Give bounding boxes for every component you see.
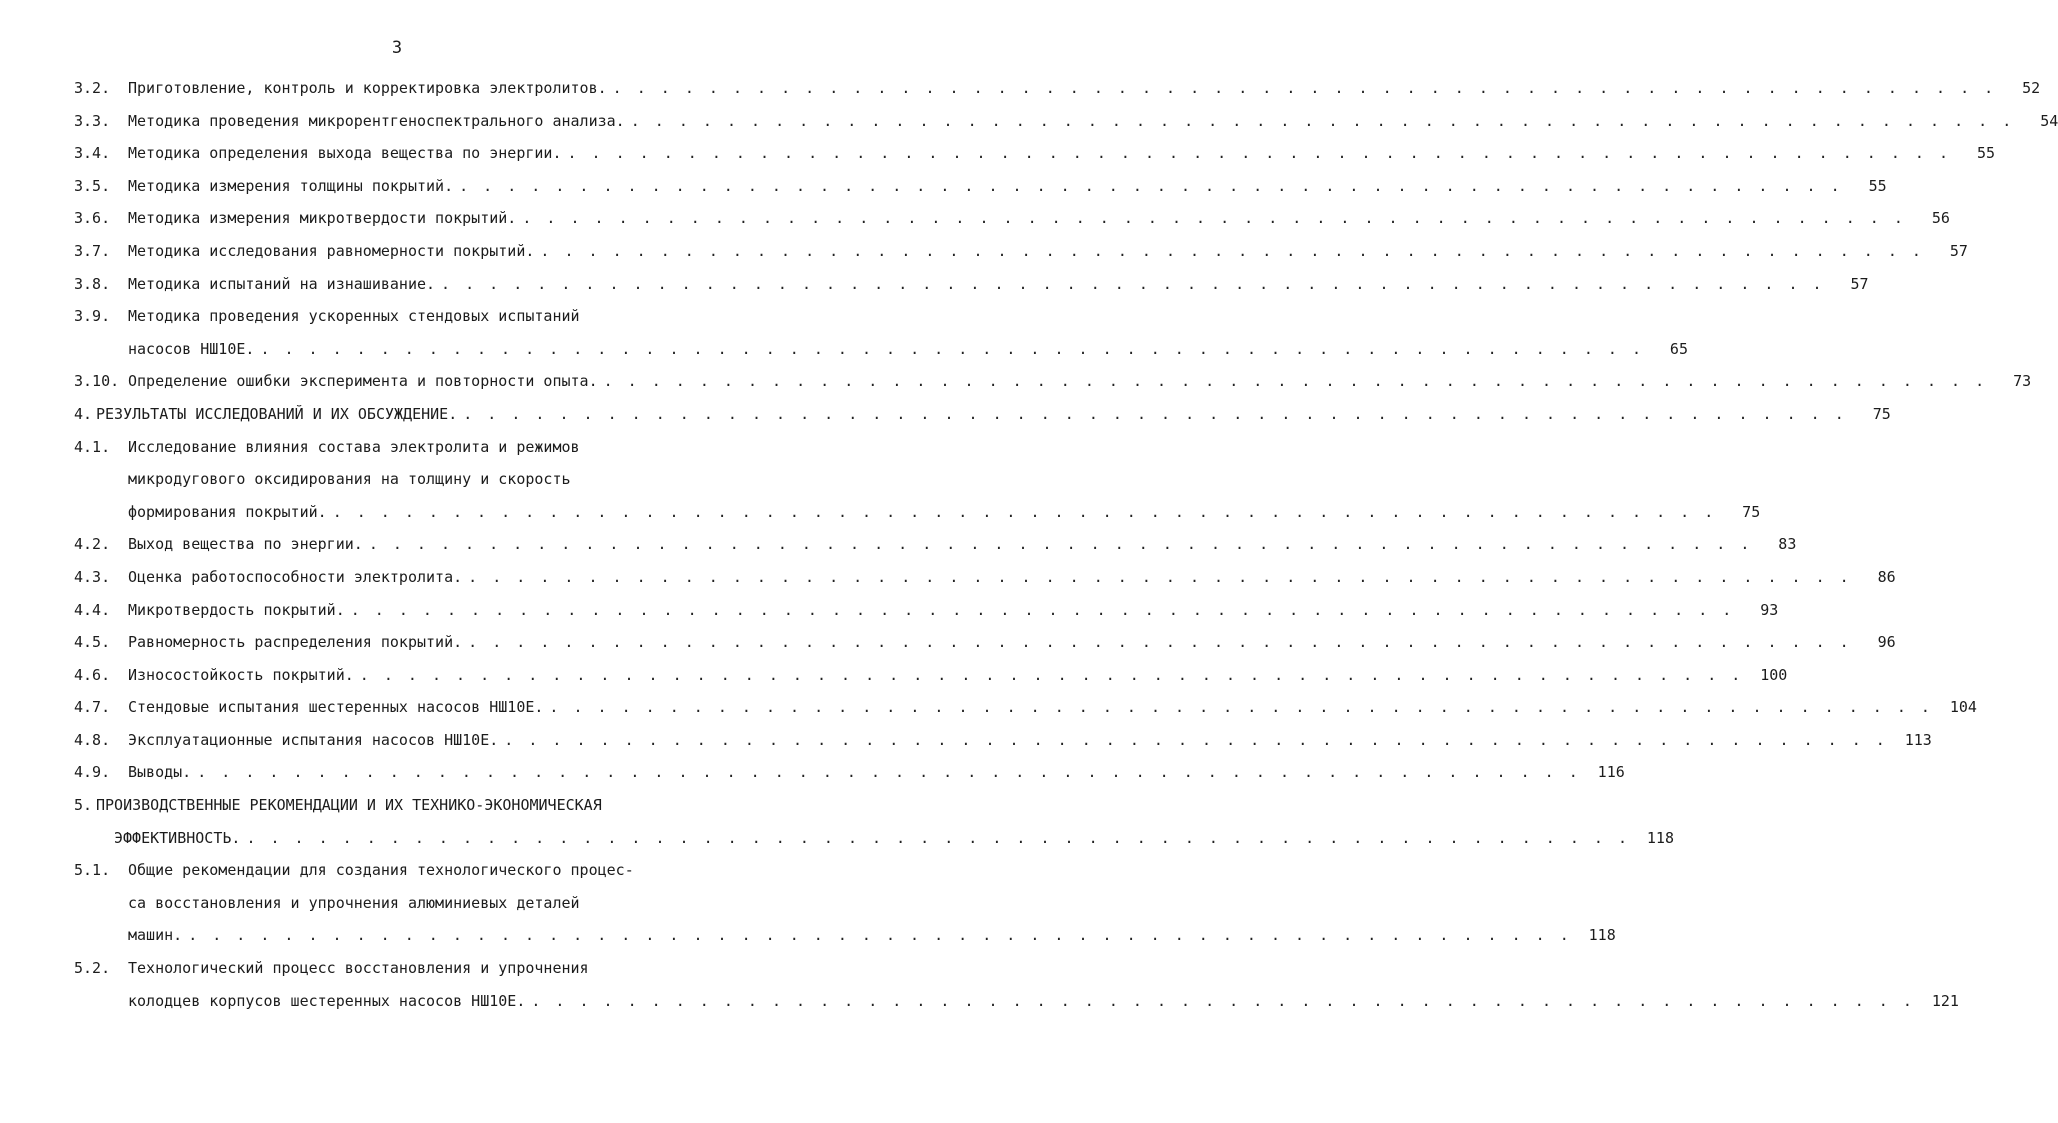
dot-leader: . . . . . . . . . . . . . . . . . . . . . . . . . . . . . . . . . . . . . . . . . . . . . . . . . . . . . . . . . . [468, 567, 1852, 586]
toc-entry-line [74, 235, 1968, 268]
toc-entry-line [74, 789, 738, 822]
toc-entry-number: 4.4. [74, 600, 111, 619]
toc-page-number: 118 [1646, 828, 1674, 847]
toc-entry-title: Исследование влияния состава электролита и режимов [128, 437, 580, 456]
toc-page-number: 86 [1877, 567, 1896, 586]
toc-entry-line [74, 202, 1950, 235]
toc-entry-title: Определение ошибки эксперимента и повторности опыта. [128, 372, 598, 391]
toc-entry-title: Методика испытаний на изнашивание. [128, 274, 436, 293]
dot-leader: . . . . . . . . . . . . . . . . . . . . . . . . . . . . . . . . . . . . . . . . . . . . . . . . . . . . . . . . . . [459, 176, 1843, 195]
dot-leader: . . . . . . . . . . . . . . . . . . . . . . . . . . . . . . . . . . . . . . . . . . . . . . . . . . . . . . . . . . [368, 535, 1753, 554]
toc-entry-title: Методика проведения микрорентгеноспектрального анализа. [128, 111, 625, 130]
dot-leader: . . . . . . . . . . . . . . . . . . . . . . . . . . . . . . . . . . . . . . . . . . . . . . . . . . . . . . . . . . [567, 144, 1952, 163]
toc-entry-line [74, 365, 2032, 398]
toc-entry-line [74, 594, 1779, 627]
toc-entry-title: Стендовые испытания шестеренных насосов НШ10Е. [128, 698, 544, 717]
toc-page-number: 56 [1931, 209, 1950, 228]
toc-entry-title: Выводы. [128, 763, 192, 782]
toc-entry-line [74, 72, 2041, 105]
toc-page-number: 116 [1597, 763, 1625, 782]
dot-leader: . . . . . . . . . . . . . . . . . . . . . . . . . . . . . . . . . . . . . . . . . . . . . . . . . . . . . . . . . . [197, 763, 1581, 782]
toc-entry-title: ЭФФЕКТИВНОСТЬ. [114, 828, 241, 847]
page-number: 3 [391, 38, 403, 58]
toc-entry-line [74, 463, 738, 496]
toc-entry-number: 4.5. [74, 633, 111, 652]
dot-leader: . . . . . . . . . . . . . . . . . . . . . . . . . . . . . . . . . . . . . . . . . . . . . . . . . . . . . . . . . . [260, 339, 1644, 358]
toc-entry-title: Приготовление, контроль и корректировка электролитов. [128, 79, 607, 97]
toc-entry-number: 4. [74, 404, 93, 423]
toc-entry-title: ПРОИЗВОДСТВЕННЫЕ РЕКОМЕНДАЦИИ И ИХ ТЕХНИКО-ЭКОНОМИЧЕСКАЯ [96, 796, 602, 815]
dot-leader: . . . . . . . . . . . . . . . . . . . . . . . . . . . . . . . . . . . . . . . . . . . . . . . . . . . . . . . . . . [188, 926, 1572, 945]
toc-page-number: 83 [1778, 535, 1797, 554]
toc-entry-number: 3.2. [74, 79, 111, 97]
toc-entry-number: 4.9. [74, 763, 111, 782]
dot-leader: . . . . . . . . . . . . . . . . . . . . . . . . . . . . . . . . . . . . . . . . . . . . . . . . . . . . . . . . . . [350, 600, 1735, 619]
toc-entry-number: 4.1. [74, 437, 111, 456]
dot-leader: . . . . . . . . . . . . . . . . . . . . . . . . . . . . . . . . . . . . . . . . . . . . . . . . . . . . . . . . . . [540, 241, 1924, 260]
toc-entry-line [74, 919, 1616, 952]
dot-leader: . . . . . . . . . . . . . . . . . . . . . . . . . . . . . . . . . . . . . . . . . . . . . . . . . . . . . . . . . . [504, 730, 1888, 749]
toc-entry-number: 4.8. [74, 730, 111, 749]
toc-entry-number: 4.2. [74, 535, 111, 554]
toc-entry-number: 5.1. [74, 861, 111, 880]
dot-leader: . . . . . . . . . . . . . . . . . . . . . . . . . . . . . . . . . . . . . . . . . . . . . . . . . . . . . . . . . . [468, 633, 1852, 652]
toc-entry-line [74, 170, 1887, 203]
toc-page-number: 113 [1904, 730, 1932, 749]
toc-entry-line [74, 691, 1977, 724]
dot-leader: . . . . . . . . . . . . . . . . . . . . . . . . . . . . . . . . . . . . . . . . . . . . . . . . . . . . . . . . . . [531, 991, 1915, 1010]
toc-entry-title: Выход вещества по энергии. [128, 535, 363, 554]
toc-entry-title: Методика измерения толщины покрытий. [128, 176, 454, 195]
toc-page-number: 55 [1868, 176, 1887, 195]
toc-entry-line [74, 496, 1761, 529]
toc-entry-line [74, 300, 738, 333]
dot-leader: . . . . . . . . . . . . . . . . . . . . . . . . . . . . . . . . . . . . . . . . . . . . . . . . . . . . . . . . . . [549, 698, 1933, 717]
toc-entry-number: 3.6. [74, 209, 111, 228]
toc-entry-number: 5.2. [74, 959, 111, 978]
toc-page-number: 121 [1931, 991, 1959, 1010]
toc-entry-line [74, 137, 1996, 170]
toc-entry-title: Эксплуатационные испытания насосов НШ10Е. [128, 730, 499, 749]
toc-entry-line [74, 398, 1891, 431]
toc-entry-line [74, 333, 1688, 366]
toc-entry-title: Износостойкость покрытий. [128, 665, 354, 684]
toc-entry-number: 3.3. [74, 111, 111, 130]
toc-entry-line [74, 528, 1797, 561]
toc-entry-title: Общие рекомендации для создания технологического процес- [128, 861, 634, 880]
toc-entry-title: Методика исследования равномерности покрытий. [128, 241, 535, 260]
toc-page-number: 54 [2040, 111, 2058, 130]
dot-leader: . . . . . . . . . . . . . . . . . . . . . . . . . . . . . . . . . . . . . . . . . . . . . . . . . . . . . . . . . . [441, 274, 1825, 293]
toc-entry-title: колодцев корпусов шестеренных насосов НШ10Е. [128, 991, 526, 1010]
toc-entry-title: насосов НШ10Е. [128, 339, 255, 358]
toc-entry-number: 4.3. [74, 567, 111, 586]
dot-leader: . . . . . . . . . . . . . . . . . . . . . . . . . . . . . . . . . . . . . . . . . . . . . . . . . . . . . . . . . . [463, 404, 1847, 423]
toc-entry-title: формирования покрытий. [128, 502, 327, 521]
table-of-contents [74, 72, 2058, 1017]
toc-page-number: 96 [1877, 633, 1896, 652]
toc-entry-line [74, 822, 1674, 855]
toc-entry-title: Оценка работоспособности электролита. [128, 567, 463, 586]
toc-page-number: 55 [1976, 144, 1996, 163]
toc-entry-number: 4.6. [74, 665, 111, 684]
toc-page-number: 57 [1850, 274, 1869, 293]
toc-page-number: 104 [1949, 698, 1977, 717]
dot-leader: . . . . . . . . . . . . . . . . . . . . . . . . . . . . . . . . . . . . . . . . . . . . . . . . . . . . . . . . . . [603, 372, 1988, 391]
toc-entry-number: 3.5. [74, 176, 111, 195]
toc-entry-title: Методика измерения микротвердости покрытий. [128, 209, 517, 228]
toc-page-number: 100 [1760, 665, 1788, 684]
toc-entry-title: РЕЗУЛЬТАТЫ ИССЛЕДОВАНИЙ И ИХ ОБСУЖДЕНИЕ. [96, 404, 458, 423]
toc-entry-line [74, 887, 738, 920]
dot-leader: . . . . . . . . . . . . . . . . . . . . . . . . . . . . . . . . . . . . . . . . . . . . . . . . . . . . . . . . . . [359, 665, 1744, 684]
toc-entry-line [74, 626, 1896, 659]
toc-page-number: 75 [1742, 502, 1761, 521]
toc-entry-title: Технологический процесс восстановления и упрочнения [128, 959, 589, 978]
toc-entry-number: 3.9. [74, 307, 111, 326]
toc-page-number: 57 [1949, 241, 1968, 260]
toc-entry-line [74, 854, 738, 887]
dot-leader: . . . . . . . . . . . . . . . . . . . . . . . . . . . . . . . . . . . . . . . . . . . . . . . . . . . . . . . . . . [612, 79, 1997, 97]
toc-entry-title: микродугового оксидирования на толщину и скорость [128, 470, 571, 489]
toc-page-number: 118 [1588, 926, 1616, 945]
toc-entry-line [74, 431, 738, 464]
toc-entry-number: 3.7. [74, 241, 111, 260]
toc-page-number: 73 [2013, 372, 2032, 391]
toc-entry-line [74, 985, 1959, 1018]
toc-entry-line [74, 105, 2058, 138]
toc-page-number: 52 [2022, 79, 2041, 97]
toc-entry-number: 5. [74, 796, 93, 815]
toc-entry-line [74, 952, 738, 985]
toc-page-number: 65 [1669, 339, 1688, 358]
toc-entry-title: са восстановления и упрочнения алюминиевых деталей [128, 893, 580, 912]
toc-entry-line [74, 724, 1932, 757]
toc-entry-title: Равномерность распределения покрытий. [128, 633, 463, 652]
toc-entry-title: Микротвердость покрытий. [128, 600, 345, 619]
toc-entry-title: машин. [128, 926, 183, 945]
toc-entry-title: Методика определения выхода вещества по энергии. [128, 144, 562, 163]
toc-entry-number: 3.8. [74, 274, 111, 293]
toc-entry-number: 4.7. [74, 698, 111, 717]
toc-entry-number: 3.4. [74, 144, 111, 163]
dot-leader: . . . . . . . . . . . . . . . . . . . . . . . . . . . . . . . . . . . . . . . . . . . . . . . . . . . . . . . . . . [630, 111, 2015, 130]
toc-entry-line [74, 268, 1869, 301]
toc-entry-number: 3.10. [74, 372, 120, 391]
dot-leader: . . . . . . . . . . . . . . . . . . . . . . . . . . . . . . . . . . . . . . . . . . . . . . . . . . . . . . . . . . [332, 502, 1717, 521]
toc-entry-line [74, 756, 1625, 789]
dot-leader: . . . . . . . . . . . . . . . . . . . . . . . . . . . . . . . . . . . . . . . . . . . . . . . . . . . . . . . . . . [522, 209, 1906, 228]
dot-leader: . . . . . . . . . . . . . . . . . . . . . . . . . . . . . . . . . . . . . . . . . . . . . . . . . . . . . . . . . . [246, 828, 1630, 847]
toc-entry-title: Методика проведения ускоренных стендовых испытаний [128, 307, 580, 326]
toc-page-number: 93 [1760, 600, 1779, 619]
toc-entry-line [74, 659, 1788, 692]
toc-page-number: 75 [1872, 404, 1891, 423]
toc-entry-line [74, 561, 1896, 594]
